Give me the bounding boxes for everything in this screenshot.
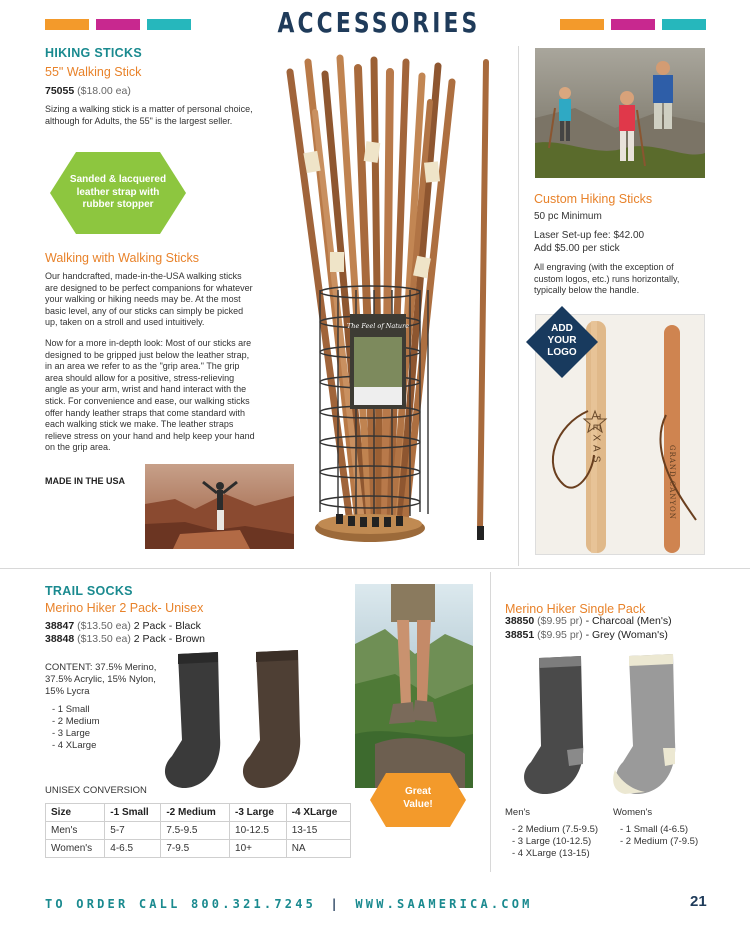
table-header: -2 Medium	[161, 804, 230, 822]
footer-website: WWW.SAAMERICA.COM	[355, 897, 533, 911]
sock-size-list	[52, 704, 100, 752]
table-cell: Women's	[46, 840, 105, 858]
womens-label: Women's	[613, 807, 653, 818]
table-cell: 7-9.5	[161, 840, 230, 858]
table-row	[46, 840, 351, 858]
add-your-logo-line-1: ADD	[551, 323, 573, 334]
single-sku-charcoal-number: 38850	[505, 615, 535, 627]
table-header: -4 XLarge	[286, 804, 350, 822]
table-cell: Men's	[46, 822, 105, 840]
sanded-lacquered-badge-text: Sanded & lacquered leather strap with rubber stopper	[69, 174, 167, 210]
custom-sticks-title: Custom Hiking Sticks	[534, 192, 653, 206]
table-header: -1 Small	[105, 804, 161, 822]
sock-sku-brown-price: ($13.50 ea)	[77, 633, 131, 645]
walking-stick-sku: 75055	[45, 85, 75, 97]
sock-sku-brown	[45, 633, 205, 645]
table-cell: 10-12.5	[230, 822, 287, 840]
sock-sku-brown-desc: 2 Pack - Brown	[133, 633, 205, 645]
add-your-logo-badge	[526, 306, 598, 378]
header-bar-orange-right	[560, 19, 604, 30]
womens-size-list	[620, 824, 698, 848]
custom-sticks-setup-fee: Laser Set-up fee: $42.00	[534, 230, 645, 241]
custom-sticks-minimum: 50 pc Minimum	[534, 211, 602, 222]
mens-size-list	[512, 824, 598, 860]
hikers-photo	[535, 48, 705, 178]
page-title: ACCESSORIES	[277, 6, 481, 39]
unisex-conversion-title: UNISEX CONVERSION	[45, 785, 147, 796]
two-pack-socks-photo	[160, 648, 345, 796]
list-item: - 4 XLarge (13-15)	[512, 848, 590, 859]
table-header: Size	[46, 804, 105, 822]
table-cell: 4-6.5	[105, 840, 161, 858]
unisex-conversion-table	[45, 803, 351, 858]
page-number: 21	[690, 893, 707, 910]
sock-sku-black-number: 38847	[45, 620, 75, 632]
table-cell: NA	[286, 840, 350, 858]
list-item: - 2 Medium	[52, 716, 100, 727]
mens-label: Men's	[505, 807, 531, 818]
header-bar-teal-left	[147, 19, 191, 30]
single-sku-grey-number: 38851	[505, 629, 535, 641]
sanded-lacquered-badge	[50, 152, 186, 234]
great-value-badge	[370, 773, 466, 827]
single-sku-grey	[505, 629, 668, 641]
list-item: - 3 Large	[52, 728, 91, 739]
single-pack-socks-photo	[515, 652, 715, 797]
table-cell: 10+	[230, 840, 287, 858]
walking-stick-sku-line	[45, 85, 131, 97]
sock-sku-brown-number: 38848	[45, 633, 75, 645]
merino-2-pack-title: Merino Hiker 2 Pack- Unisex	[45, 601, 204, 615]
header-bar-magenta-right	[611, 19, 655, 30]
header-bar-teal-right	[662, 19, 706, 30]
walking-stick-display-photo	[270, 52, 500, 557]
sock-content: CONTENT: 37.5% Merino, 37.5% Acrylic, 15% Nylon, 15% Lycra	[45, 662, 157, 697]
trail-socks-heading: TRAIL SOCKS	[45, 584, 133, 598]
table-row	[46, 822, 351, 840]
single-sku-charcoal	[505, 615, 672, 627]
header-bar-magenta-left	[96, 19, 140, 30]
hiking-sticks-heading: HIKING STICKS	[45, 46, 142, 60]
engraving-texas: TEXAS	[590, 413, 602, 467]
made-in-usa-label: MADE IN THE USA	[45, 476, 126, 486]
table-row	[46, 804, 351, 822]
sock-sku-black-desc: 2 Pack - Black	[133, 620, 201, 632]
add-your-logo-line-2: YOUR	[547, 335, 577, 346]
walking-paragraph-1: Our handcrafted, made-in-the-USA walking sticks are designed to be perfect companions for whatever your walking or hiking needs may be. At the most basic level, any of our sticks can simply be picked up, taken on a stroll and used intuitively.	[45, 271, 253, 328]
hiker-legs-photo	[355, 584, 473, 788]
header-bar-orange-left	[45, 19, 89, 30]
single-pack-title: Merino Hiker Single Pack	[505, 602, 646, 616]
list-item: - 4 XLarge	[52, 740, 97, 751]
column-divider-top	[518, 46, 519, 566]
custom-sticks-engraving-note: All engraving (with the exception of custom logos, etc.) runs horizontally, typically below the handle.	[534, 262, 680, 296]
footer-order-line	[45, 897, 533, 911]
sock-sku-black	[45, 620, 201, 632]
single-sku-charcoal-desc: - Charcoal (Men's)	[585, 615, 672, 627]
list-item: - 1 Small (4-6.5)	[620, 824, 689, 835]
single-sku-grey-price: ($9.95 pr)	[537, 629, 583, 641]
walking-with-sticks-title: Walking with Walking Sticks	[45, 251, 199, 265]
list-item: - 1 Small	[52, 704, 90, 715]
section-divider	[0, 568, 750, 569]
list-item: - 2 Medium (7.5-9.5)	[512, 824, 599, 835]
walking-stick-price: ($18.00 ea)	[77, 85, 131, 97]
list-item: - 3 Large (10-12.5)	[512, 836, 592, 847]
custom-sticks-per-stick: Add $5.00 per stick	[534, 243, 620, 254]
single-sku-grey-desc: - Grey (Woman's)	[585, 629, 668, 641]
column-divider-bottom	[490, 572, 491, 872]
engraving-grand-canyon: GRAND CANYON	[668, 445, 676, 520]
walking-paragraph-2: Now for a more in-depth look: Most of our sticks are designed to be gripped just below the leather strap, in an area we refer to as the "grip area." The grip area should allow for a positive, stress-relieving angle as your arm, wrist and hand interact with the stick. For convenience and ease, our walking sticks offer handy leather straps that come standard with each walking stick we make. The leather straps relieve stress on your hand and help keep your hand on the grip area.	[45, 338, 255, 453]
walking-stick-description: Sizing a walking stick is a matter of personal choice, although for Adults, the 55" is the largest seller.	[45, 104, 253, 126]
list-item: - 2 Medium (7-9.5)	[620, 836, 699, 847]
add-your-logo-line-3: LOGO	[547, 347, 577, 358]
footer-order-text: TO ORDER CALL 800.321.7245	[45, 897, 317, 911]
table-header: -3 Large	[230, 804, 287, 822]
footer-separator: |	[330, 897, 341, 911]
walking-stick-title: 55" Walking Stick	[45, 65, 142, 79]
single-sku-charcoal-price: ($9.95 pr)	[537, 615, 583, 627]
table-cell: 7.5-9.5	[161, 822, 230, 840]
table-cell: 13-15	[286, 822, 350, 840]
sock-sku-black-price: ($13.50 ea)	[77, 620, 131, 632]
table-cell: 5-7	[105, 822, 161, 840]
great-value-text: Great Value!	[403, 786, 433, 810]
display-sign-text: The Feel of Nature	[346, 322, 410, 330]
